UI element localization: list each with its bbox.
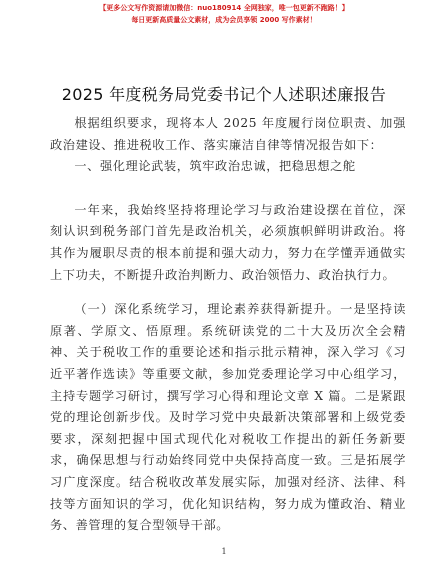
document-body <box>50 113 406 537</box>
promo-banner-line-1: 【更多公文写作资源请加微信：nuo180914 全网独家，唯一包更新不跑路！】 <box>99 4 349 12</box>
document-title: 2025 年度税务局党委书记个人述职述廉报告 <box>61 85 387 104</box>
intro-paragraph: 根据组织要求，现将本人 2025 年度履行岗位职责、加强政治建设、推进税收工作、落实廉洁自律等情况报告如下： <box>50 116 406 152</box>
body-paragraph-2: （一）深化系统学习，理论素养获得新提升。一是坚持读原著、学原文、悟原理。系统研读党的二十大及历次全会精神、关于税收工作的重要论述和指示批示精神，深入学习《习近平著作选读》等重要文献，参加党委理论学习中心组学习，主持专题学习研讨，撰写学习心得和理论文章 X 篇。二是紧跟党的理论创新步伐。及时学习党中央最新决策部署和上级党委要求，深刻把握中国式现代化对税收工作提出的新任务新要求，确保思想与行动始终同党中央保持高度一致。三是拓展学习广度深度。结合税收改革发展实际，加强对经济、法律、科技等方面知识的学习，优化知识结构，努力成为懂政治、精业务、善管理的复合型领导干部。 <box>50 302 406 533</box>
body-paragraph-1: 一年来，我始终坚持将理论学习与政治建设摆在首位，深刻认识到税务部门首先是政治机关，必须旗帜鲜明讲政治。将其作为履职尽责的根本前提和强大动力，努力在学懂弄通做实上下功夫，不断提升政治判断力、政治领悟力、政治执行力。 <box>50 202 406 282</box>
section-heading-1: 一、强化理论武装，筑牢政治忠诚，把稳思想之舵 <box>74 159 356 174</box>
page-number: 1 <box>221 547 227 556</box>
promo-banner-line-2: 每日更新高质量公文素材，成为会员享领 2000 写作素材！ <box>131 16 317 24</box>
